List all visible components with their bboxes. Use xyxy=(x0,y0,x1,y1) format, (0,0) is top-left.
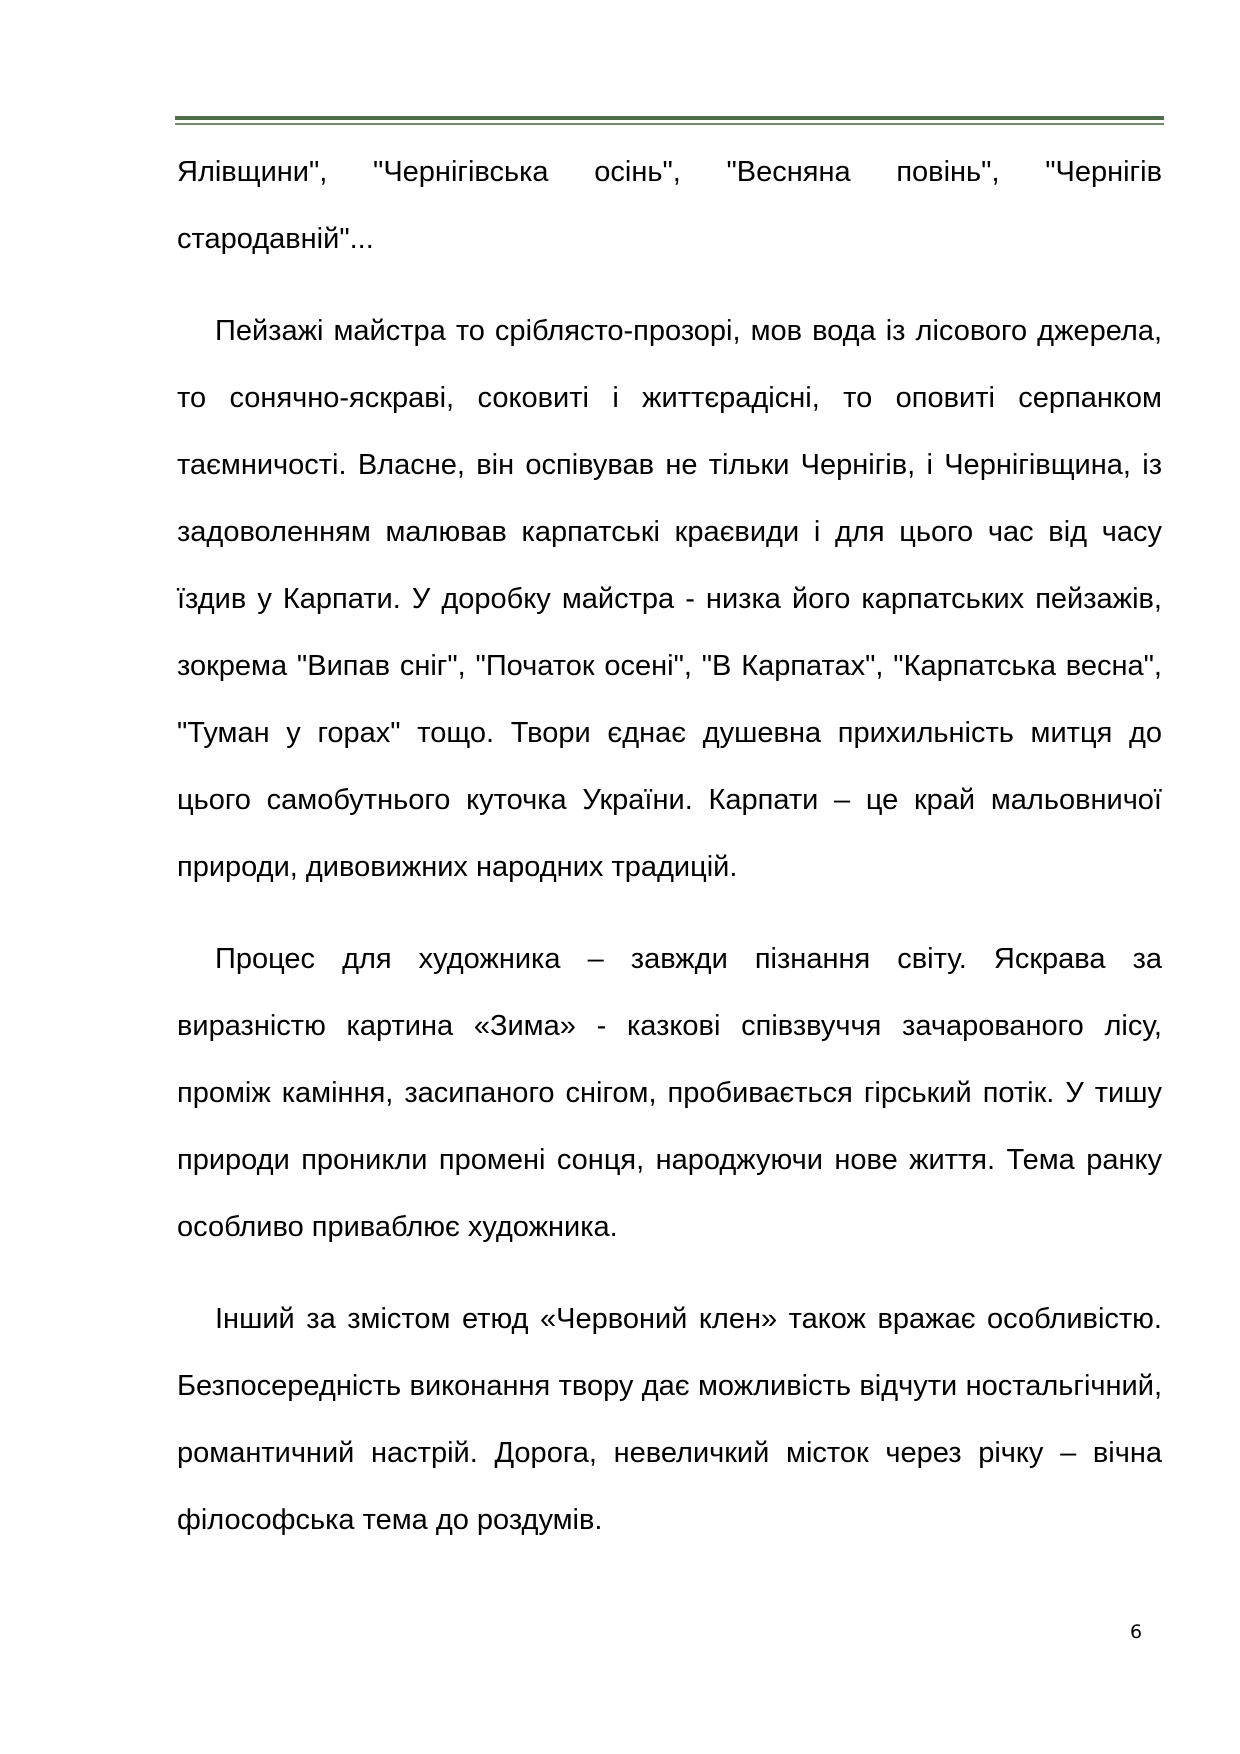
header-divider-thin-line xyxy=(175,123,1164,125)
document-body xyxy=(177,139,1162,1554)
paragraph: Процес для художника – завжди пізнання світу. Яскрава за виразністю картина «Зима» - казкові співзвуччя зачарованого лісу, проміж каміння, засипаного снігом, пробивається гірський потік. У тишу природи проникли промені сонця, народжуючи нове життя. Тема ранку особливо приваблює художника. xyxy=(177,943,1162,1243)
header-divider-thick-line xyxy=(175,116,1164,120)
paragraph: Інший за змістом етюд «Червоний клен» також вражає особливістю. Безпосередність виконання твору дає можливість відчути ностальгічний, романтичний настрій. Дорога, невеличкий місток через річку – вічна філософська тема до роздумів. xyxy=(177,1303,1162,1536)
paragraph: Пейзажі майстра то сріблясто-прозорі, мов вода із лісового джерела, то сонячно-яскраві, соковиті і життєрадісні, то оповиті серпанком таємничості. Власне, він оспівував не тільки Чернігів, і Чернігівщина, із задоволенням малював карпатські краєвиди і для цього час від часу їздив у Карпати. У доробку майстра - низка його карпатських пейзажів, зокрема "Випав сніг", "Початок осені", "В Карпатах", "Карпатська весна", "Туман у горах" тощо. Твори єднає душевна прихильність митця до цього самобутнього куточка України. Карпати – це край мальовничої природи, дивовижних народних традицій. xyxy=(177,315,1162,883)
header-divider xyxy=(175,116,1164,126)
page-number: 6 xyxy=(1130,1621,1143,1643)
paragraph-continuation: Ялівщини", "Чернігівська осінь", "Весняна повінь", "Чернігів стародавній"... xyxy=(177,156,1162,255)
